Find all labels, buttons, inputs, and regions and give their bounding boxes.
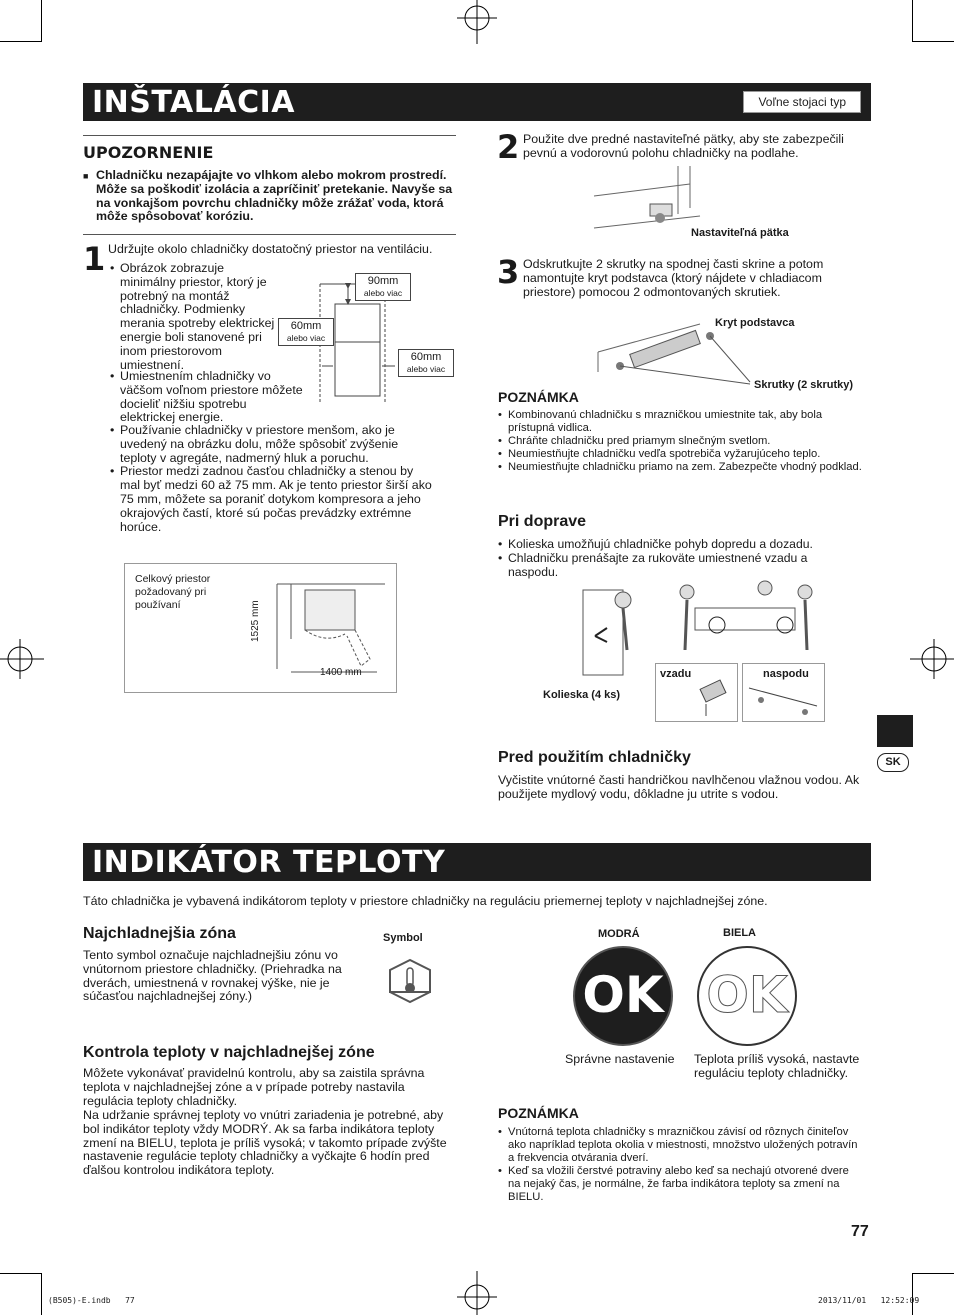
list-item: • Obrázok zobrazuje minimálny priestor, ktorý je potrebný na montáž chladničky. Podmienky merania spotreby elektrickej energie boli stanovené pri inom priestorovom umiestnení. bbox=[110, 262, 280, 372]
registration-mark-right bbox=[910, 637, 954, 681]
step1-bullets bbox=[110, 262, 280, 372]
step3-text: Odskrutkujte 2 skrutky na spodnej časti skrine a potom namontujte kryt podstavca (ktorý nájdete v chladiacom priestore) pomocou 2 odmontovaných skrutiek. bbox=[523, 257, 824, 299]
bottom-handle-drawing bbox=[747, 684, 821, 718]
step1-number: 1 bbox=[83, 240, 106, 278]
warning-text: Chladničku nezapájajte vo vlhkom alebo mokrom prostredí. Môže sa poškodiť izolácia a zapríčiniť pretekanie. Navyše sa na vonkajšom povrchu chladničky môže zrážať voda, ktorá môže spôsobovať koróziu. bbox=[96, 168, 453, 224]
before-use-heading: Pred použitím chladničky bbox=[498, 749, 691, 766]
list-item: • Kolieska umožňujú chladničke pohyb dopredu a dozadu. bbox=[498, 538, 848, 552]
space-caption: Celkový priestor požadovaný pri používaní bbox=[135, 573, 211, 611]
list-item: • Keď sa vložili čerstvé potraviny alebo keď sa nechajú otvorené dvere na nejaký čas, je normálne, že farba indikátora teploty sa zmení na BIELU. bbox=[498, 1165, 863, 1204]
white-label: BIELA bbox=[723, 927, 756, 939]
clearance-left-sub: alebo viac bbox=[286, 333, 326, 343]
clearance-right-label bbox=[398, 349, 454, 377]
clearance-top-sub: alebo viac bbox=[363, 288, 403, 298]
white-caption: Teplota príliš vysoká, nastavte reguláciu teploty chladničky. bbox=[694, 1052, 860, 1080]
crop-mark bbox=[912, 1273, 913, 1315]
back-handle-panel bbox=[655, 663, 738, 722]
indicator-title: INDIKÁTOR TEPLOTY bbox=[92, 845, 446, 880]
footer-date: 2013/11/01 12:52:09 bbox=[818, 1296, 920, 1305]
transport-heading: Pri doprave bbox=[498, 513, 587, 530]
list-item: • Neumiestňujte chladničku vedľa spotrebiča vyžarujúceho teplo. bbox=[498, 448, 863, 461]
side-tab-label: SK bbox=[877, 753, 909, 772]
crop-mark bbox=[912, 0, 913, 42]
wheels-label: Kolieska (4 ks) bbox=[543, 689, 621, 701]
clearance-top-value: 90mm bbox=[367, 275, 399, 287]
blue-caption: Správne nastavenie bbox=[565, 1052, 675, 1066]
warning-bullet: ■ bbox=[83, 171, 89, 181]
check-text-2: Na udržanie správnej teploty vo vnútri zariadenia je potrebné, aby bol indikátor teploty vždy MODRÝ. Ak sa farba indikátora teploty zmení na BIELU, teplota je príliš vysoká; v takomto prípade zvýšte nastavenie regulácie teploty chladničky a vyčkajte 6 hodín pred ďalšou kontrolou indikátora teploty. bbox=[83, 1108, 447, 1178]
registration-mark-top bbox=[455, 0, 499, 44]
indicator-intro: Táto chladnička je vybavená indikátorom teploty v priestore chladničky na reguláciu priemernej teploty v najchladnejšej zóne. bbox=[83, 894, 768, 908]
clearance-left-value: 60mm bbox=[290, 320, 322, 332]
step1-bullets-3 bbox=[110, 424, 435, 534]
step1-text: Udržujte okolo chladničky dostatočný priestor na ventiláciu. bbox=[108, 242, 433, 256]
white-ok-indicator bbox=[697, 946, 797, 1046]
list-item: • Chladničku prenášajte za rukoväte umiestnené vzadu a naspodu. bbox=[498, 552, 848, 580]
check-text-1: Môžete vykonávať pravidelnú kontrolu, aby sa zaistila správna teplota v najchladnejšej zóne a v prípade potreby nastavila regulácia teploty chladničky. bbox=[83, 1066, 425, 1108]
clearance-right-value: 60mm bbox=[410, 351, 442, 363]
step1-bullets-2 bbox=[110, 370, 305, 425]
note-list bbox=[498, 409, 863, 474]
blue-label: MODRÁ bbox=[598, 928, 640, 940]
type-label: Voľne stojaci typ bbox=[743, 91, 861, 113]
step2-number: 2 bbox=[497, 128, 520, 166]
space-diagram bbox=[124, 563, 397, 693]
foot-drawing bbox=[590, 166, 710, 234]
clearance-top-label bbox=[355, 273, 411, 301]
step3-number: 3 bbox=[497, 253, 520, 291]
blue-ok-text: OK bbox=[582, 966, 664, 1024]
crop-mark bbox=[41, 1273, 42, 1315]
step3-cover-label: Kryt podstavca bbox=[715, 317, 795, 329]
side-tab-block bbox=[877, 715, 913, 747]
crop-mark bbox=[912, 41, 954, 42]
registration-mark-left bbox=[0, 637, 44, 681]
divider bbox=[83, 234, 456, 235]
registration-mark-bottom bbox=[455, 1271, 499, 1315]
before-use-text: Vyčistite vnútorné časti handričkou navlhčenou vlažnou vodou. Ak použijete mydlový vodu, dôkladne ju utrite s vodou. bbox=[498, 773, 860, 801]
indicator-banner bbox=[83, 843, 871, 881]
step2-foot-label: Nastaviteľná pätka bbox=[691, 227, 789, 239]
transport-list bbox=[498, 538, 848, 579]
coldest-text: Tento symbol označuje najchladnejšiu zónu vo vnútornom priestore chladničky. (Priehradka na dverách, umiestnená v rovnakej výške, nie je súčasťou najchladnejšej zóny.) bbox=[83, 948, 342, 1004]
installation-title: INŠTALÁCIA bbox=[92, 85, 295, 120]
step3-screws-label: Skrutky (2 skrutky) bbox=[754, 379, 854, 391]
warning-heading: UPOZORNENIE bbox=[83, 143, 214, 162]
page-number: 77 bbox=[851, 1223, 869, 1240]
space-height-label: 1525 mm bbox=[250, 600, 261, 642]
list-item: • Používanie chladničky v priestore menšom, ako je uvedený na obrázku dolu, môže spôsobiť zvýšenie teploty v agregáte, nadmerný hluk a poruchu. bbox=[110, 424, 435, 465]
symbol-label: Symbol bbox=[383, 932, 423, 944]
back-handle-label: vzadu bbox=[660, 668, 692, 680]
indicator-note-heading: POZNÁMKA bbox=[498, 1105, 579, 1121]
divider bbox=[83, 135, 456, 136]
step2-text: Použite dve predné nastaviteľné pätky, aby ste zabezpečili pevnú a vodorovnú polohu chladničky na podlahe. bbox=[523, 132, 844, 160]
crop-mark bbox=[0, 41, 42, 42]
bottom-handle-label: naspodu bbox=[763, 668, 809, 680]
check-heading: Kontrola teploty v najchladnejšej zóne bbox=[83, 1044, 375, 1061]
footer-file: (B505)-E.indb 77 bbox=[48, 1296, 135, 1305]
installation-banner bbox=[83, 83, 871, 121]
list-item: • Chráňte chladničku pred priamym slnečným svetlom. bbox=[498, 435, 863, 448]
indicator-note-list bbox=[498, 1126, 863, 1204]
list-item: • Kombinovanú chladničku s mrazničkou umiestnite tak, aby bola prístupná vidlica. bbox=[498, 409, 863, 435]
coldest-heading: Najchladnejšia zóna bbox=[83, 925, 236, 942]
clearance-left-label bbox=[278, 318, 334, 346]
space-width-label: 1400 mm bbox=[320, 667, 362, 678]
list-item: • Priestor medzi zadnou časťou chladničky a stenou by mal byť medzi 60 až 75 mm. Ak je tento priestor širší ako 75 mm, môžete sa poraniť dotykom kompresora a jeho okrajových častí, ktoré sú počas prevádzky extrémne horúce. bbox=[110, 465, 435, 534]
bottom-handle-panel bbox=[742, 663, 825, 722]
coldest-zone-symbol-icon bbox=[386, 956, 434, 1004]
white-ok-text: OK bbox=[706, 966, 788, 1024]
blue-ok-indicator bbox=[573, 946, 673, 1046]
list-item: • Umiestnením chladničky vo väčšom voľnom priestore môžete docieliť nižšiu spotrebu elektrickej energie. bbox=[110, 370, 305, 425]
crop-mark bbox=[912, 1273, 954, 1274]
back-handle-drawing bbox=[694, 678, 734, 718]
note-heading: POZNÁMKA bbox=[498, 389, 579, 405]
crop-mark bbox=[41, 0, 42, 42]
list-item: • Neumiestňujte chladničku priamo na zem. Zabezpečte vhodný podklad. bbox=[498, 461, 863, 474]
crop-mark bbox=[0, 1273, 42, 1274]
clearance-right-sub: alebo viac bbox=[406, 364, 446, 374]
list-item: • Vnútorná teplota chladničky s mrazničkou závisí od rôznych činiteľov ako napríklad teplota okolia v miestnosti, množstvo uložených potravín a frekvencia otvárania dverí. bbox=[498, 1126, 863, 1165]
